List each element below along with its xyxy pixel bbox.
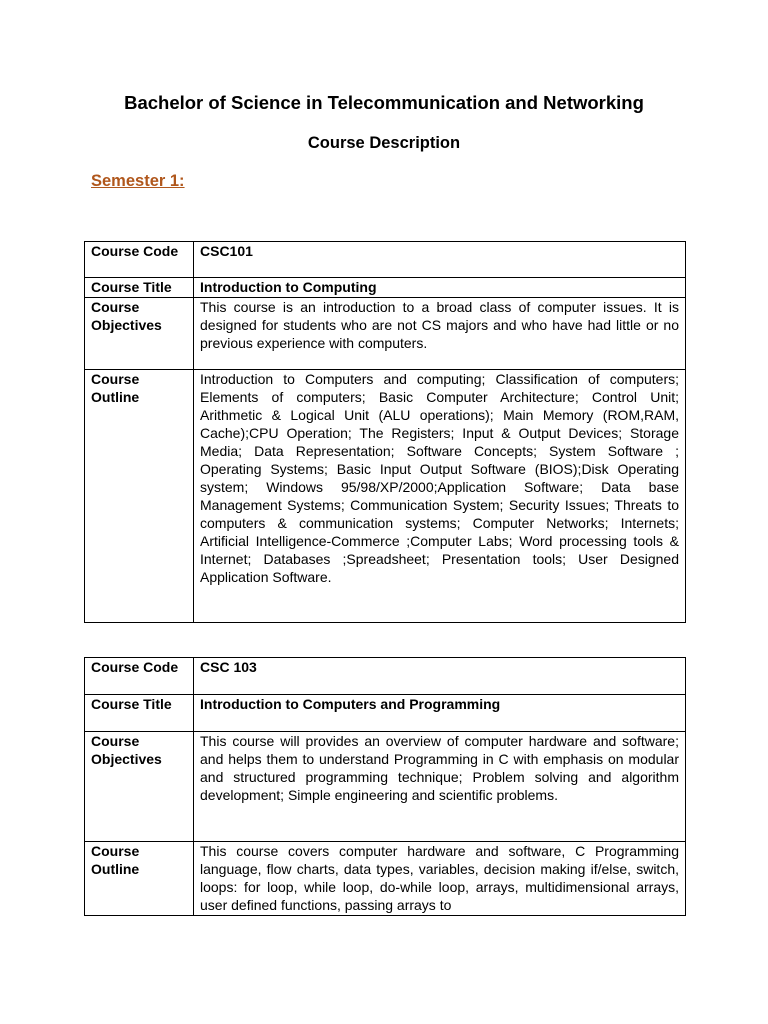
course-objectives-row [85, 732, 686, 842]
course-table-csc101 [84, 241, 686, 623]
page-subtitle: Course Description [307, 134, 461, 152]
course-code-value: CSC101 [194, 242, 686, 278]
course-outline-text: Introduction to Computers and computing; Classification of computers; Elements of computers; Basic Computer Architecture; Control Unit; Arithmetic & Logical Unit (ALU operations); Main Memory (ROM,RAM, Cache);CPU Operation; The Registers; Input & Output Devices; Storage Media; Data Representation; Software Concepts; System Software ; Operating Systems; Basic Input Output Software (BIOS);Disk Operating system; Windows 95/98/XP/2000;Application Software; Data base Management Systems; Communication System; Security Issues; Threats to computers & communication systems; Computer Networks; Internets; Artificial Intelligence-Commerce ;Computer Labs; Word processing tools & Internet; Databases ;Spreadsheet; Presentation tools; User Designed Application Software. [194, 370, 686, 623]
course-title-row [85, 695, 686, 732]
course-objectives-text: This course will provides an overview of computer hardware and software; and helps them to understand Programming in C with emphasis on modular and structured programming technique; Problem solving and algorithm development; Simple engineering and scientific problems. [194, 732, 686, 842]
course-code-label: Course Code [85, 658, 194, 695]
course-outline-cell [194, 842, 686, 916]
page-title: Bachelor of Science in Telecommunication and Networking [124, 92, 644, 113]
course-objectives-label: Course Objectives [85, 298, 194, 370]
course-outline-label: Course Outline [85, 370, 194, 623]
course-outline-row [85, 842, 686, 916]
course-title-value: Introduction to Computers and Programming [194, 695, 686, 732]
course-objectives-row [85, 298, 686, 370]
course-code-row [85, 242, 686, 278]
course-code-value: CSC 103 [194, 658, 686, 695]
course-title-label: Course Title [85, 695, 194, 732]
course-code-label: Course Code [85, 242, 194, 278]
course-objectives-label: Course Objectives [85, 732, 194, 842]
course-outline-label: Course Outline [85, 842, 194, 916]
course-table-csc103 [84, 657, 686, 916]
course-title-value: Introduction to Computing [194, 278, 686, 298]
course-outline-text: This course covers computer hardware and software, C Programming language, flow charts, data types, variables, decision making if/else, switch, loops: for loop, while loop, do-while loop, arrays, multidimensional arrays, user defined functions, passing arrays to [200, 843, 679, 913]
course-code-row [85, 658, 686, 695]
course-title-label: Course Title [85, 278, 194, 298]
course-title-row [85, 278, 686, 298]
semester-heading: Semester 1: [91, 172, 185, 190]
course-outline-row [85, 370, 686, 623]
course-objectives-text: This course is an introduction to a broad class of computer issues. It is designed for students who are not CS majors and who have had little or no previous experience with computers. [194, 298, 686, 370]
